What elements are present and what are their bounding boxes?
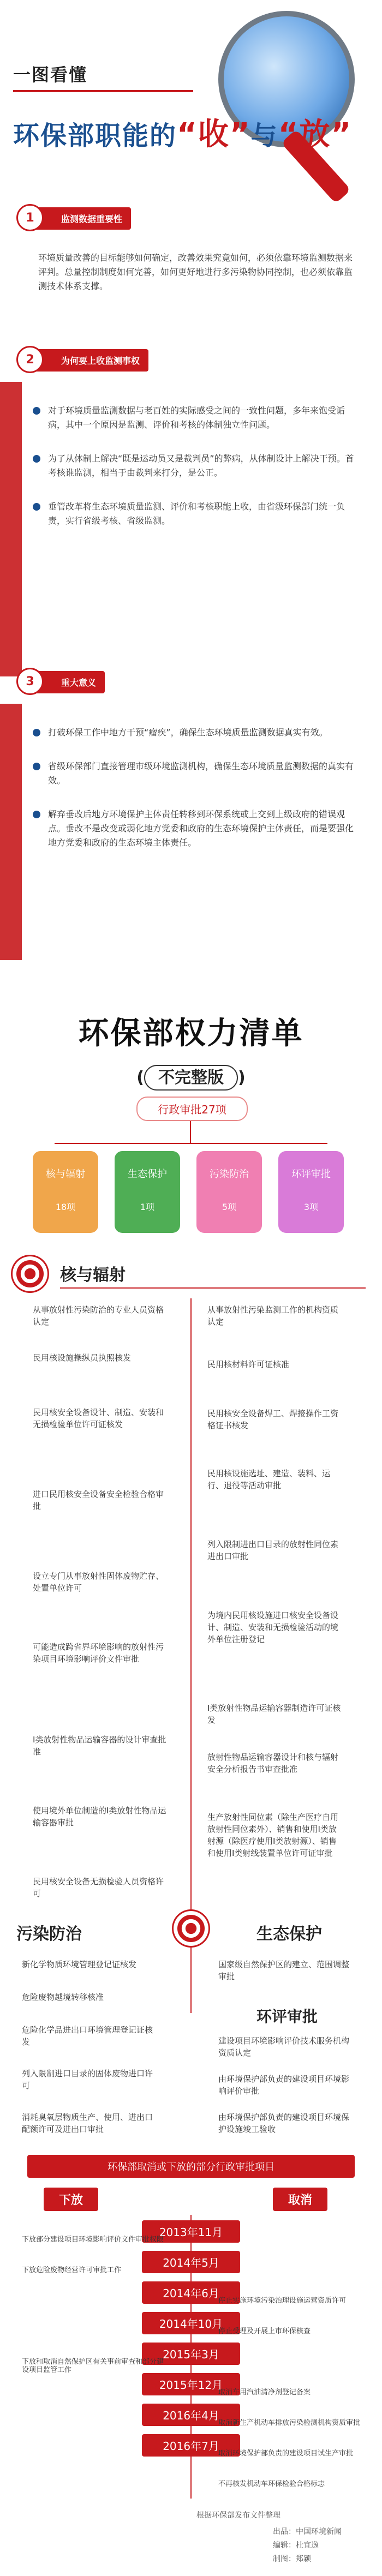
section3-label: 重大意义 — [28, 671, 105, 693]
timeline-cancel-item: 停止实施环境污染治理设施运营资质许可 — [218, 2297, 347, 2305]
target-icon — [11, 1255, 49, 1293]
timeline-cancel-item: 取消环境保护部负责的建设项目试生产审批 — [218, 2449, 354, 2458]
footer-design: 制图：郑颖 — [273, 2555, 311, 2563]
pollution-item: 新化学物质环境管理登记证核发 — [22, 1960, 137, 1969]
timeline-cancel-item: 不再核发机动车环保检验合格标志 — [218, 2480, 325, 2488]
tile-nuclear — [33, 1151, 98, 1233]
timeline-row — [0, 2251, 382, 2281]
pollution-list — [22, 1958, 158, 2155]
nuclear-item: 进口民用核安全设备安全检验合格审批 — [33, 1489, 164, 1511]
tile-count: 1项 — [140, 1202, 155, 1212]
nuclear-item: 民用核安全设备焊工、焊接操作工资格证书核发 — [207, 1409, 339, 1430]
timeline-year: 2015年12月 — [142, 2373, 240, 2395]
tag-down: 下放 — [44, 2188, 98, 2211]
tile-name: 核与辐射 — [46, 1169, 85, 1180]
section3-side-bar — [0, 704, 22, 960]
timeline-row — [0, 2343, 382, 2373]
target-icon-center — [172, 1909, 210, 1948]
timeline-cancel-item: 停止受理及开展上市环保核查 — [218, 2327, 311, 2335]
section3-bullet — [33, 807, 360, 850]
nuclear-item: 从事放射性污染防治的专业人员资格认定 — [33, 1305, 164, 1327]
cancel-banner: 环保部取消或下放的部分行政审批项目 — [27, 2155, 355, 2178]
section1-label: 监测数据重要性 — [28, 207, 131, 230]
section3-bullet — [33, 759, 360, 788]
timeline-row — [0, 2220, 382, 2251]
timeline-year: 2014年6月 — [142, 2281, 240, 2304]
nuclear-item: 从事放射性污染监测工作的机构资质认定 — [207, 1305, 339, 1327]
nuclear-center-line — [190, 1298, 192, 2013]
nuclear-item: 民用核安全设备设计、制造、安装和无损检验单位许可证核发 — [33, 1407, 164, 1429]
timeline-row — [0, 2404, 382, 2434]
nuclear-item: I类放射性物品运输容器的设计审查批准 — [33, 1735, 166, 1757]
section2-label: 为何要上收监测事权 — [28, 349, 148, 372]
timeline-row — [0, 2434, 382, 2465]
eia-item: 建设项目环境影响评价技术服务机构资质认定 — [218, 2036, 350, 2058]
timeline-row — [0, 2281, 382, 2312]
tile-ecology — [115, 1151, 180, 1233]
section3-bullets — [33, 726, 360, 850]
power-list-subtitle: ( 不完整版 ) — [0, 1064, 382, 1088]
timeline-year: 2014年5月 — [142, 2251, 240, 2273]
eia-item: 由环境保护部负责的建设项目环境影响评价审批 — [218, 2074, 350, 2096]
ecology-list — [218, 1958, 355, 1991]
tile-pollution — [196, 1151, 262, 1233]
eia-item: 由环境保护部负责的建设项目环境保护设施竣工验收 — [218, 2112, 350, 2134]
section2-side-bar — [0, 382, 22, 676]
timeline-down-item: 下放危险废物经营许可审批工作 — [22, 2266, 122, 2274]
ecology-heading: 生态保护 — [256, 1925, 322, 1944]
timeline-year: 2015年3月 — [142, 2343, 240, 2365]
tile-connector — [190, 1121, 191, 1143]
nuclear-item: 使用境外单位制造的I类放射性物品运输容器审批 — [33, 1806, 166, 1828]
header-rule — [13, 90, 193, 92]
bullet-dot — [33, 811, 40, 818]
bullet-text: 省级环保部门直接管理市级环境监测机构，确保生态环境质量监测数据的真实有效。 — [48, 761, 354, 786]
bullet-text: 打破环保工作中地方干预“瘤疾”，确保生态环境质量监测数据真实有效。 — [48, 727, 328, 738]
section1-icon: 1 — [16, 204, 44, 231]
footer-note: 根据环保部发布文件整理 — [196, 2511, 280, 2520]
nuclear-left-column — [33, 1304, 169, 1925]
page-title — [13, 110, 352, 154]
nuclear-heading: 核与辐射 — [60, 1266, 126, 1285]
header-kicker: 一图看懂 — [13, 64, 88, 85]
title-fang: “放” — [278, 117, 353, 152]
tile-count: 3项 — [303, 1202, 319, 1212]
footer-editor: 编辑：杜宜逸 — [273, 2541, 319, 2550]
title-prefix: 环保部职能的 — [13, 121, 177, 151]
section3-bullet — [33, 726, 360, 740]
bullet-dot — [33, 455, 40, 463]
section1-text: 环境质量改善的目标能够如何确定，改善效果究竟如何，必须依靠环境监测数据来评判。总量控制制度如何完善，如何更好地进行多污染物协同控制，也必须依靠监测技术体系支撑。 — [38, 253, 353, 291]
timeline-year: 2016年4月 — [142, 2404, 240, 2426]
nuclear-rule — [60, 1287, 366, 1289]
section2-header — [16, 349, 148, 372]
section2-bullet — [33, 404, 360, 432]
timeline-cancel-item: 取消新生产机动车排放污染检测机构资质审批 — [218, 2419, 361, 2427]
timeline-down-item: 下放和取消自然保护区有关事前审查和部分建设项目监管工作 — [22, 2358, 164, 2374]
nuclear-item: 放射性物品运输容器设计和核与辐射安全分析报告书审查批准 — [207, 1752, 339, 1774]
power-list-title: 环保部权力清单 — [78, 1016, 304, 1051]
timeline-year: 2014年10月 — [142, 2312, 240, 2334]
pollution-item: 列入限制进口目录的固体废物进口许可 — [22, 2069, 153, 2090]
bullet-text: 垂管改革将生态环境质量监测、评价和考核职能上收，由省级环保部门统一负责，实行省级考核、省级监测。 — [48, 501, 345, 526]
section2-bullets — [33, 404, 360, 528]
section2-icon: 2 — [16, 346, 44, 373]
nuclear-item: 为境内民用核设施进口核安全设备设计、制造、安装和无损检验活动的境外单位注册登记 — [207, 1610, 339, 1644]
bullet-text: 为了从体制上解决“既是运动员又是裁判员”的弊病，从体制设计上解决干预。首考核谁监测，相当于由裁判来打分，是公正。 — [48, 453, 354, 478]
eia-heading: 环评审批 — [256, 2008, 318, 2026]
timeline-row — [0, 2312, 382, 2343]
tile-name: 生态保护 — [128, 1169, 167, 1180]
nuclear-item: 民用核设施选址、建造、装料、运行、退役等活动审批 — [207, 1469, 331, 1490]
bullet-dot — [33, 503, 40, 511]
nuclear-item: 民用核安全设备无损检验人员资格许可 — [33, 1877, 164, 1898]
footer-source: 出品：中国环境新闻 — [273, 2527, 342, 2536]
pollution-item: 消耗臭氧层物质生产、使用、进出口配额许可及进出口审批 — [22, 2112, 153, 2134]
tile-name: 环评审批 — [291, 1169, 331, 1180]
tile-name: 污染防治 — [210, 1169, 249, 1180]
timeline-row — [0, 2465, 382, 2495]
admin-approval-count: 行政审批27项 — [136, 1097, 248, 1121]
nuclear-right-column — [207, 1304, 344, 1904]
section1-header — [16, 207, 131, 230]
bullet-text: 对于环境质量监测数据与老百姓的实际感受之间的一致性问题，多年来饱受诟病，其中一个原因是监测、评价和考核的体制独立性问题。 — [48, 405, 345, 430]
nuclear-item: 设立专门从事放射性固体废物贮存、处置单位许可 — [33, 1571, 164, 1593]
bullet-dot — [33, 729, 40, 736]
pollution-item: 危险废物越境转移核准 — [22, 1992, 104, 2002]
tag-cancel: 取消 — [273, 2188, 327, 2211]
timeline-year: 2016年7月 — [142, 2434, 240, 2457]
subtitle-text: 不完整版 — [144, 1065, 238, 1091]
nuclear-item: 可能造成跨省界环境影响的放射性污染项目环境影响评价文件审批 — [33, 1642, 164, 1664]
eia-list — [218, 2035, 355, 2149]
timeline-year: 2013年11月 — [142, 2220, 240, 2243]
pollution-item: 危险化学品进出口环境管理登记证核发 — [22, 2025, 153, 2047]
pollution-heading: 污染防治 — [16, 1925, 82, 1944]
tile-count: 5项 — [222, 1202, 237, 1212]
nuclear-item: 列入限制进出口目录的放射性同位素进出口审批 — [207, 1539, 339, 1561]
tile-count: 18项 — [55, 1202, 76, 1212]
section2-bullet — [33, 452, 360, 480]
title-shou: “收” — [177, 117, 251, 152]
timeline-row — [0, 2373, 382, 2404]
ecology-item: 国家级自然保护区的建立、范围调整审批 — [218, 1960, 350, 1981]
timeline-cancel-item: 取消车用汽油清净剂登记备案 — [218, 2388, 311, 2397]
bullet-dot — [33, 763, 40, 770]
title-yu: 与 — [250, 121, 278, 151]
nuclear-item: 民用核材料许可证核准 — [207, 1359, 290, 1369]
bullet-text: 解弃垂改后地方环境保护主体责任转移到环保系统或上交到上级政府的错误观点。垂改不是改变或弱化地方党委和政府的生态环境保护主体责任，而是要强化地方党委和政府的生态环境主体责任。 — [48, 809, 354, 848]
section3-header — [16, 671, 105, 693]
nuclear-item: I类放射性物品运输容器制造许可证核发 — [207, 1703, 341, 1725]
tile-connector-bar — [55, 1143, 327, 1144]
nuclear-item: 民用核设施操纵员执照核发 — [33, 1353, 132, 1363]
timeline-down-item: 下放部分建设项目环境影响评价文件审批权限 — [22, 2236, 164, 2244]
section3-icon: 3 — [16, 668, 44, 695]
bullet-dot — [33, 407, 40, 415]
tile-eia — [278, 1151, 344, 1233]
nuclear-item: 生产放射性同位素（除生产医疗自用放射性同位素外）、销售和使用I类放射源（除医疗使用I类放射源）、销售和使用I类射线装置单位许可证审批 — [207, 1812, 339, 1858]
section2-bullet — [33, 500, 360, 528]
